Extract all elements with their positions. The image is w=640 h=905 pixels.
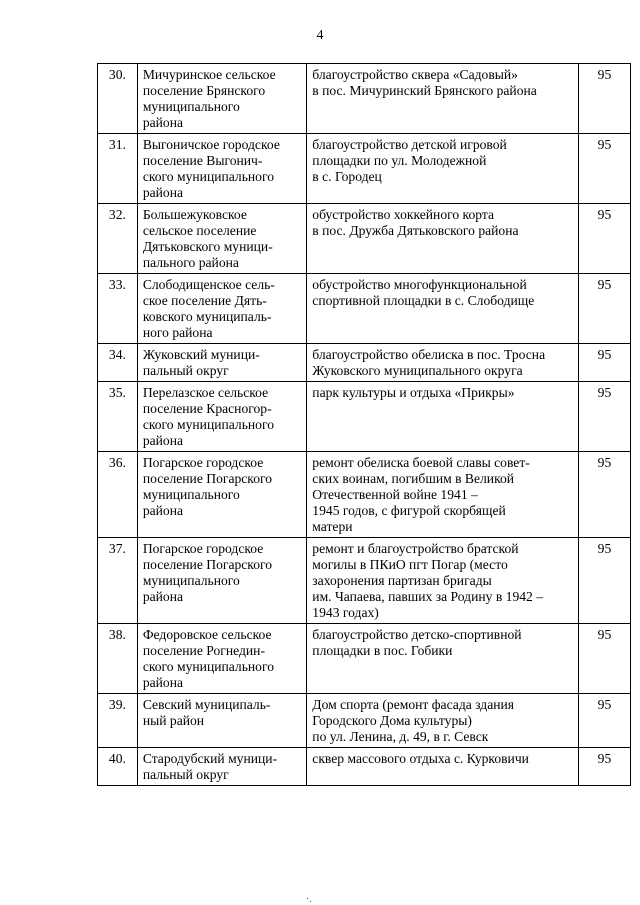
table-row <box>98 538 631 624</box>
row-number: 31. <box>98 134 138 204</box>
value-cell: 95 <box>578 624 630 694</box>
value-cell: 95 <box>578 694 630 748</box>
municipality-cell <box>137 538 306 624</box>
municipality-line: ского муниципального <box>142 659 275 674</box>
project-description-line: спортивной площадки в с. Слободище <box>312 293 535 308</box>
project-description-line: площадки по ул. Молодежной <box>312 153 487 168</box>
municipality-cell <box>137 64 306 134</box>
table-row <box>98 204 631 274</box>
project-description-cell <box>307 64 579 134</box>
municipality-line: Большежуковское <box>142 207 247 222</box>
value-cell: 95 <box>578 538 630 624</box>
municipality-line: Мичуринское сельское <box>142 67 276 82</box>
row-number: 34. <box>98 344 138 382</box>
table-row <box>98 624 631 694</box>
municipality-line: района <box>142 433 184 448</box>
municipality-line: пальный округ <box>142 363 229 378</box>
project-description-line: могилы в ПКиО пгт Погар (место <box>312 557 508 572</box>
municipality-line: поселение Брянского <box>142 83 266 98</box>
municipality-line: Севский муниципаль- <box>142 697 271 712</box>
project-description-line: Городского Дома культуры) <box>312 713 472 728</box>
row-number: 35. <box>98 382 138 452</box>
table-body <box>98 64 631 786</box>
project-description-line: в пос. Дружба Дятьковского района <box>312 223 519 238</box>
municipality-line: Перелазское сельское <box>142 385 269 400</box>
municipality-line: Дятьковского муници- <box>142 239 273 254</box>
municipality-line: района <box>142 503 184 518</box>
project-description-line: обустройство хоккейного корта <box>312 207 495 222</box>
row-number: 38. <box>98 624 138 694</box>
value-cell: 95 <box>578 382 630 452</box>
municipality-line: ный район <box>142 713 205 728</box>
project-description-line: площадки в пос. Гобики <box>312 643 453 658</box>
project-description-line: Жуковского муниципального округа <box>312 363 523 378</box>
municipality-line: ковского муниципаль- <box>142 309 272 324</box>
row-number: 30. <box>98 64 138 134</box>
municipality-line: поселение Красногор- <box>142 401 272 416</box>
project-description-line: Отечественной войне 1941 – <box>312 487 478 502</box>
project-description-line: сквер массового отдыха с. Курковичи <box>312 751 529 766</box>
municipality-line: ного района <box>142 325 213 340</box>
municipality-cell <box>137 748 306 786</box>
municipality-cell <box>137 204 306 274</box>
table-row <box>98 694 631 748</box>
table-row <box>98 64 631 134</box>
project-description-line: Дом спорта (ремонт фасада здания <box>312 697 515 712</box>
project-description-line: захоронения партизан бригады <box>312 573 492 588</box>
municipality-line: поселение Выгонич- <box>142 153 263 168</box>
municipality-line: ское поселение Дять- <box>142 293 267 308</box>
municipality-line: Выгоничское городское <box>142 137 280 152</box>
value-cell: 95 <box>578 344 630 382</box>
row-number: 32. <box>98 204 138 274</box>
project-description-line: благоустройство сквера «Садовый» <box>312 67 518 82</box>
project-description-line: матери <box>312 519 353 534</box>
project-description-cell <box>307 382 579 452</box>
table-row <box>98 382 631 452</box>
project-description-line: 1945 годов, с фигурой скорбящей <box>312 503 506 518</box>
table-row <box>98 344 631 382</box>
municipality-cell <box>137 134 306 204</box>
municipality-line: Слободищенское сель- <box>142 277 275 292</box>
project-description-cell <box>307 748 579 786</box>
municipality-line: пального района <box>142 255 239 270</box>
project-description-line: 1943 годах) <box>312 605 379 620</box>
project-description-cell <box>307 274 579 344</box>
table-row <box>98 274 631 344</box>
municipality-line: Погарское городское <box>142 541 264 556</box>
municipality-line: муниципального <box>142 573 240 588</box>
value-cell: 95 <box>578 748 630 786</box>
municipality-line: района <box>142 115 184 130</box>
footer-mark: ·. <box>306 894 312 905</box>
municipality-line: ского муниципального <box>142 169 275 184</box>
project-description-cell <box>307 344 579 382</box>
row-number: 40. <box>98 748 138 786</box>
municipality-line: ского муниципального <box>142 417 275 432</box>
municipality-line: района <box>142 185 184 200</box>
projects-table <box>97 63 631 786</box>
municipality-line: района <box>142 675 184 690</box>
project-description-line: обустройство многофункциональной <box>312 277 527 292</box>
project-description-cell <box>307 134 579 204</box>
value-cell: 95 <box>578 64 630 134</box>
project-description-line: по ул. Ленина, д. 49, в г. Севск <box>312 729 489 744</box>
project-description-cell <box>307 204 579 274</box>
municipality-line: Жуковский муници- <box>142 347 260 362</box>
municipality-line: муниципального <box>142 487 240 502</box>
municipality-cell <box>137 382 306 452</box>
project-description-cell <box>307 538 579 624</box>
project-description-line: ремонт и благоустройство братской <box>312 541 519 556</box>
municipality-cell <box>137 274 306 344</box>
municipality-line: поселение Погарского <box>142 557 273 572</box>
page-number: 4 <box>316 28 324 43</box>
value-cell: 95 <box>578 204 630 274</box>
project-description-cell <box>307 694 579 748</box>
municipality-line: поселение Погарского <box>142 471 273 486</box>
municipality-line: поселение Рогнедин- <box>142 643 265 658</box>
value-cell: 95 <box>578 452 630 538</box>
row-number: 39. <box>98 694 138 748</box>
value-cell: 95 <box>578 134 630 204</box>
project-description-line: в пос. Мичуринский Брянского района <box>312 83 537 98</box>
municipality-line: Стародубский муници- <box>142 751 278 766</box>
project-description-line: им. Чапаева, павших за Родину в 1942 – <box>312 589 544 604</box>
municipality-cell <box>137 624 306 694</box>
project-description-line: ремонт обелиска боевой славы совет- <box>312 455 530 470</box>
project-description-line: благоустройство обелиска в пос. Тросна <box>312 347 546 362</box>
project-description-cell <box>307 624 579 694</box>
municipality-line: Федоровское сельское <box>142 627 272 642</box>
table-row <box>98 748 631 786</box>
project-description-line: в с. Городец <box>312 169 382 184</box>
row-number: 37. <box>98 538 138 624</box>
municipality-line: сельское поселение <box>142 223 257 238</box>
project-description-line: ских воинам, погибшим в Великой <box>312 471 515 486</box>
row-number: 36. <box>98 452 138 538</box>
project-description-line: парк культуры и отдыха «Прикры» <box>312 385 515 400</box>
municipality-cell <box>137 344 306 382</box>
municipality-line: района <box>142 589 184 604</box>
project-description-cell <box>307 452 579 538</box>
table-row <box>98 134 631 204</box>
municipality-cell <box>137 452 306 538</box>
municipality-line: муниципального <box>142 99 240 114</box>
row-number: 33. <box>98 274 138 344</box>
project-description-line: благоустройство детско-спортивной <box>312 627 522 642</box>
municipality-line: Погарское городское <box>142 455 264 470</box>
municipality-cell <box>137 694 306 748</box>
municipality-line: пальный округ <box>142 767 229 782</box>
table-row <box>98 452 631 538</box>
project-description-line: благоустройство детской игровой <box>312 137 507 152</box>
value-cell: 95 <box>578 274 630 344</box>
